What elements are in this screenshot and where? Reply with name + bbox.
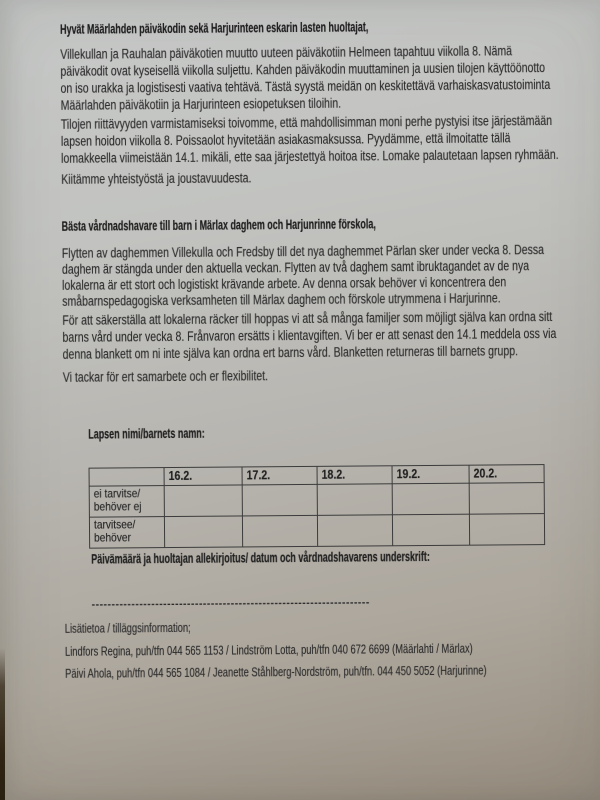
row-label-cell-no-care <box>89 486 164 518</box>
paper-edge-shadow <box>0 648 5 800</box>
care-entry-cell[interactable] <box>317 515 392 547</box>
text-line: lokalerna är ett stort och logistiskt krävande arbete. Av denna orsak behöver vi koncentrera den <box>62 274 507 293</box>
date-header: 16.2. <box>168 468 193 484</box>
contact-line-1-text: Lindfors Regina, puh/tfn 044 565 1153 / Lindström Lotta, puh/tfn 040 672 6699 (Määrlahti / Märlax) <box>64 640 473 659</box>
care-entry-cell[interactable] <box>242 515 317 547</box>
closing-fi <box>61 169 305 189</box>
salutation-sv-text: Bästa vårdnadshavare till barn i Märlax daghem och Harjunrinne förskola, <box>61 215 376 234</box>
care-entry-cell[interactable] <box>392 483 469 515</box>
child-name-label <box>88 424 270 443</box>
row-label-cell-needs-care <box>89 517 164 549</box>
care-entry-cell[interactable] <box>469 483 544 515</box>
care-entry-cell[interactable] <box>392 514 469 546</box>
care-entry-cell[interactable] <box>242 484 317 516</box>
paragraph-fi-2 <box>61 111 600 167</box>
care-entry-cell[interactable] <box>164 516 242 548</box>
date-header-cell <box>392 465 469 484</box>
salutation-sv <box>62 214 553 236</box>
contact-line-2 <box>65 660 600 683</box>
signature-label <box>91 546 600 568</box>
text-line: småbarnspedagogiska verksamheten till Märlax daghem och förskole utrymmena i Harjurinne. <box>62 290 501 309</box>
care-days-table <box>89 464 546 549</box>
care-entry-cell[interactable] <box>317 484 392 516</box>
salutation-fi-text: Hyvät Määrlahden päiväkodin sekä Harjurinteen eskarin lasten huoltajat, <box>60 18 369 37</box>
closing-sv <box>63 367 326 387</box>
salutation-fi <box>60 17 542 39</box>
text-line: on iso urakka ja logistisesti vaativa tehtävä. Tästä syystä meidän on keskitettävä varhaiskasvatustoiminta <box>60 77 551 96</box>
text-line: Flytten av daghemmen Villekulla och Fredsby till det nya daghemmet Pärlan sker under vecka 8. Dessa <box>61 242 544 261</box>
date-header: 20.2. <box>473 466 498 481</box>
row-label: ei tarvitse/ behöver ej <box>93 486 142 514</box>
paragraph-sv-1 <box>62 241 600 310</box>
date-header: 17.2. <box>246 468 271 483</box>
paragraph-sv-2 <box>62 307 600 363</box>
care-entry-cell[interactable] <box>164 485 242 517</box>
signature-label-text: Päivämäärä ja huoltajan allekirjoitus/ datum och vårdnadshavarens underskrift: <box>91 547 430 567</box>
care-entry-cell[interactable] <box>469 514 544 546</box>
closing-fi-text: Kiitämme yhteistyöstä ja joustavuudesta. <box>61 170 252 187</box>
text-line: denna blankett om ni inte själva kan ordna ert barns vård. Blanketten returneras till barnets grupp. <box>62 343 519 362</box>
signature-line-dashes: ---------------------------------------------------------------------- <box>91 595 370 611</box>
date-header: 18.2. <box>321 467 346 482</box>
additional-info-text: Lisätietoa / tilläggsinformation; <box>64 619 191 636</box>
paragraph-fi-1 <box>60 41 600 114</box>
additional-info-label <box>65 618 240 637</box>
text-line: daghem är stängda under den aktuella veckan. Flytten av två daghem samt ibruktagandet av de nya <box>61 258 530 277</box>
text-line: lapsen hoidon viikolla 8. Poissaolot hyvitetään asiakasmaksussa. Pyydämme, että ilmoitatte tällä <box>60 130 511 149</box>
date-header-cell <box>469 465 544 484</box>
contact-line-1 <box>65 638 600 660</box>
text-line: päiväkodit ovat kyseisellä viikolla suljettu. Kahden päiväkodin muuttaminen ja uusien tilojen käyttöönotto <box>60 60 546 79</box>
table-corner-cell <box>89 468 164 487</box>
text-line: Villekullan ja Rauhalan päiväkotien muutto uuteen päiväkotiin Helmeen tapahtuu viikolla 8. Nämä <box>60 43 513 62</box>
text-line: barns vård under vecka 8. Frånvaron ersätts i klientavgiften. Vi ber er att senast den 14.1 meddela oss via <box>62 325 557 345</box>
text-line: För att säkerställa att lokalerna räcker till hoppas vi att så många familjer som möjligt själva kan ordna sitt <box>62 309 553 328</box>
text-line: Määrlahden päiväkotiin ja Harjurinteen esiopetuksen tiloihin. <box>60 95 342 113</box>
row-label: tarvitsee/ behöver <box>93 517 136 545</box>
closing-sv-text: Vi tackar för ert samarbete och er flexibilitet. <box>62 368 269 385</box>
text-line: lomakkeella viimeistään 14.1. mikäli, ette saa järjestettyä hoitoa itse. Lomake palautetaan lapsen ryhmään. <box>61 146 559 166</box>
date-header-cell <box>242 466 317 485</box>
contact-line-2-text: Päivi Ahola, puh/tfn 044 565 1084 / Jeanette Ståhlberg-Nordström, puh/tfn. 044 450 5052 (Harjurinne) <box>65 662 487 681</box>
signature-line <box>92 593 449 614</box>
child-name-label-text: Lapsen nimi/barnets namn: <box>88 424 205 442</box>
date-header-cell <box>164 467 242 486</box>
date-header: 19.2. <box>396 467 421 482</box>
text-line: Tilojen riittävyyden varmistamiseksi toivomme, että mahdollisimman moni perhe pystyisi itse järjestämään <box>60 113 553 132</box>
date-header-cell <box>317 466 392 485</box>
